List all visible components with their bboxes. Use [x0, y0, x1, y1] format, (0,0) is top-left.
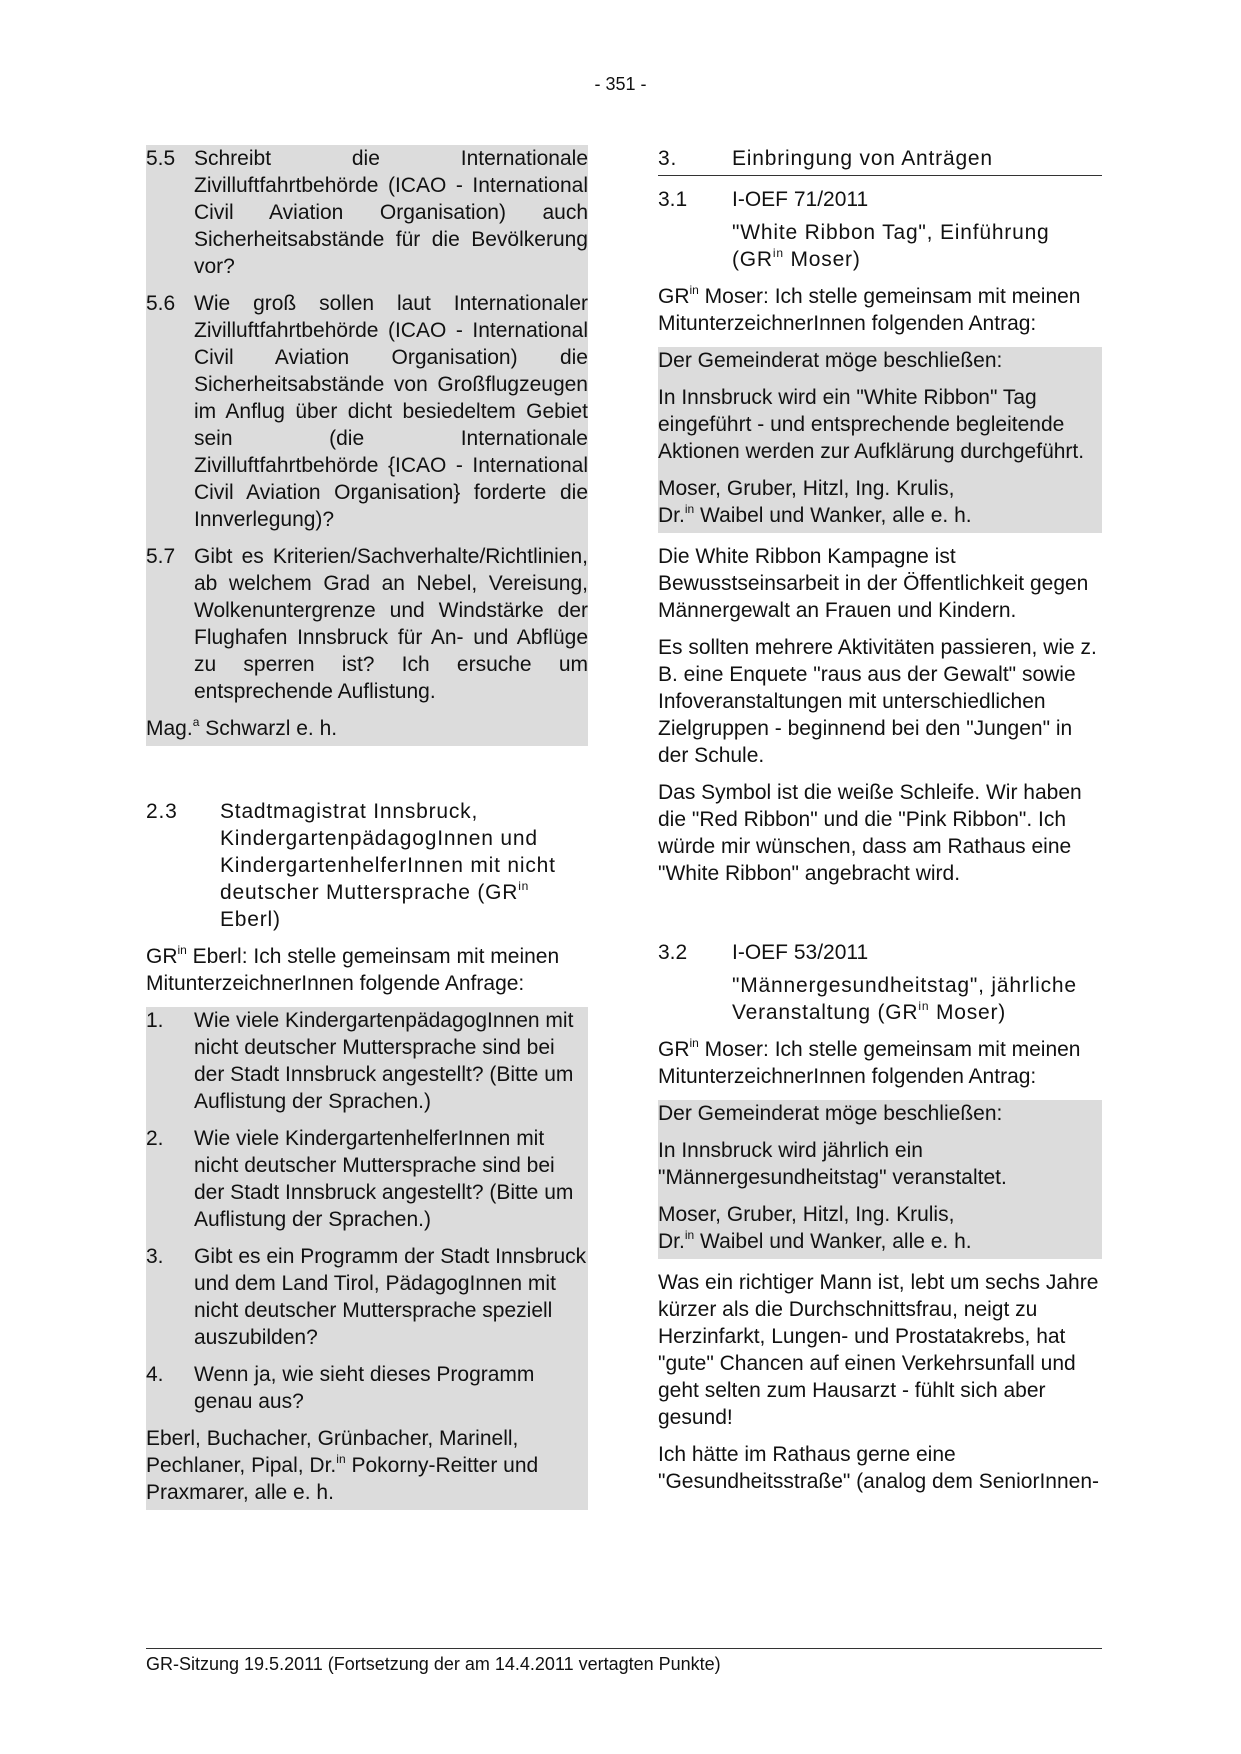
item-text: Wie groß sollen laut Internationaler Zivilluftfahrtbehörde (ICAO - International Civil Aviation Organisation) die Sicherheitsabstände von Großflugzeugen im Anflug über dicht besiedeltem Gebiet sein (die Internationale Zivilluftfahrtbehörde {ICAO - International Civil Aviation Organisation} forderte die Innverlegung)? — [194, 292, 588, 531]
item-text: Gibt es ein Programm der Stadt Innsbruck und dem Land Tirol, PädagogInnen mit nicht deutscher Muttersprache speziell auszubilden? — [194, 1245, 587, 1349]
item-number: 5.5 — [146, 147, 176, 170]
motion-heading-3-2 — [658, 939, 1102, 966]
question-item — [146, 290, 588, 533]
inquiry-block — [146, 1007, 588, 1510]
section-title: Einbringung von Anträgen — [732, 147, 993, 170]
item-number: 1. — [146, 1009, 164, 1032]
paragraph: Was ein richtiger Mann ist, lebt um sechs Jahre kürzer als die Durchschnittsfrau, neigt zu Herzinfarkt, Lungen- und Prostatakrebs, hat "gute" Chancen auf einen Verkehrsunfall und geht selten zum Hausarzt - fühlt sich aber gesund! — [658, 1271, 1099, 1429]
motion-block — [658, 1100, 1102, 1259]
question-item — [146, 543, 588, 705]
item-text: Schreibt die Internationale Zivilluftfahrtbehörde (ICAO - International Civil Aviation Organisation) auch Sicherheitsabstände für die Bevölkerung vor? — [194, 147, 588, 278]
item-number: 5.6 — [146, 292, 176, 315]
footer: GR-Sitzung 19.5.2011 (Fortsetzung der am 14.4.2011 vertagten Punkte) — [146, 1654, 721, 1674]
motion-block — [658, 347, 1102, 533]
paragraph: Die White Ribbon Kampagne ist Bewusstseinsarbeit in der Öffentlichkeit gegen Männergewalt an Frauen und Kindern. — [658, 545, 1089, 622]
item-text: Wenn ja, wie sieht dieses Programm genau aus? — [194, 1363, 535, 1413]
inquiry-item — [146, 1125, 588, 1233]
section-number: 3. — [658, 147, 678, 170]
paragraph: Das Symbol ist die weiße Schleife. Wir haben die "Red Ribbon" und die "Pink Ribbon". Ich würde mir wünschen, dass am Rathaus eine "White Ribbon" angebracht wird. — [658, 781, 1082, 885]
paragraph: Es sollten mehrere Aktivitäten passieren, wie z. B. eine Enquete "raus aus der Gewalt" sowie Infoveranstaltungen mit unterschiedlichen Zielgruppen - beginnend bei den "Jungen" in der Schule. — [658, 636, 1097, 767]
inquiry-intro: $GR^{in}$ Eberl: Ich stelle gemeinsam mit meinen MitunterzeichnerInnen folgende Anfrage: — [146, 943, 560, 995]
section-number: 3.1 — [658, 188, 688, 211]
motion-head: Der Gemeinderat möge beschließen: — [658, 349, 1003, 372]
inquiry-item — [146, 1007, 588, 1115]
signature: Mag.$^a$ Schwarzl e. h. — [146, 715, 338, 740]
question-item — [146, 145, 588, 280]
motion-heading-3-1 — [658, 186, 1102, 213]
motion-code: I-OEF 71/2011 — [732, 188, 869, 211]
page-number: - 351 - — [594, 74, 647, 94]
item-text: Wie viele KindergartenhelferInnen mit nicht deutscher Muttersprache sind bei der Stadt Innsbruck angestellt? (Bitte um Auflistung der Sprachen.) — [194, 1127, 574, 1231]
section-number: 3.2 — [658, 941, 688, 964]
inquiry-item — [146, 1361, 588, 1415]
motion-text: In Innsbruck wird ein "White Ribbon" Tag eingeführt - und entsprechende begleitende Aktionen werden zur Aufklärung durchgeführt. — [658, 386, 1085, 463]
motion-intro: $GR^{in}$ Moser: Ich stelle gemeinsam mit meinen MitunterzeichnerInnen folgenden Antrag: — [658, 283, 1081, 335]
section-heading-2-3 — [146, 798, 588, 933]
item-number: 4. — [146, 1363, 164, 1386]
motion-title: "White Ribbon Tag", Einführung ($GR^{in}$ Moser) — [732, 221, 1050, 271]
left-column — [146, 145, 588, 1510]
paragraph: Ich hätte im Rathaus gerne eine "Gesundheitsstraße" (analog dem SeniorInnen- — [658, 1443, 1099, 1493]
signers: Moser, Gruber, Hitzl, Ing. Krulis, Dr.$^{in}$ Waibel und Wanker, alle e. h. — [658, 1203, 972, 1253]
footer-divider — [146, 1648, 1102, 1649]
item-text: Gibt es Kriterien/Sachverhalte/Richtlinien, ab welchem Grad an Nebel, Vereisung, Wolkenuntergrenze und Windstärke der Flughafen Innsbruck für An- und Abflüge zu sperren ist? Ich ersuche um entsprechende Auflistung. — [194, 545, 588, 703]
motion-title: "Männergesundheitstag", jährliche Veranstaltung ($GR^{in}$ Moser) — [732, 974, 1077, 1024]
motion-intro: $GR^{in}$ Moser: Ich stelle gemeinsam mit meinen MitunterzeichnerInnen folgenden Antrag: — [658, 1036, 1081, 1088]
item-number: 5.7 — [146, 545, 176, 568]
question-block — [146, 145, 588, 746]
section-title: Stadtmagistrat Innsbruck, KindergartenpädagogInnen und KindergartenhelferInnen mit nicht deutscher Muttersprache ($GR^{in}$ Eberl) — [220, 800, 556, 931]
motion-text: In Innsbruck wird jährlich ein "Männergesundheitstag" veranstaltet. — [658, 1139, 1007, 1189]
right-column — [658, 145, 1102, 1495]
motion-head: Der Gemeinderat möge beschließen: — [658, 1102, 1003, 1125]
motion-code: I-OEF 53/2011 — [732, 941, 869, 964]
section-number: 2.3 — [146, 800, 178, 823]
signers: Eberl, Buchacher, Grünbacher, Marinell, Pechlaner, Pipal, Dr.$^{in}$ Pokorny-Reitter und Praxmarer, alle e. h. — [146, 1427, 539, 1504]
item-text: Wie viele KindergartenpädagogInnen mit nicht deutscher Muttersprache sind bei der Stadt Innsbruck angestellt? (Bitte um Auflistung der Sprachen.) — [194, 1009, 574, 1113]
inquiry-item — [146, 1243, 588, 1351]
section-heading-3 — [658, 145, 1102, 176]
signers: Moser, Gruber, Hitzl, Ing. Krulis, Dr.$^{in}$ Waibel und Wanker, alle e. h. — [658, 477, 972, 527]
item-number: 2. — [146, 1127, 164, 1150]
item-number: 3. — [146, 1245, 164, 1268]
